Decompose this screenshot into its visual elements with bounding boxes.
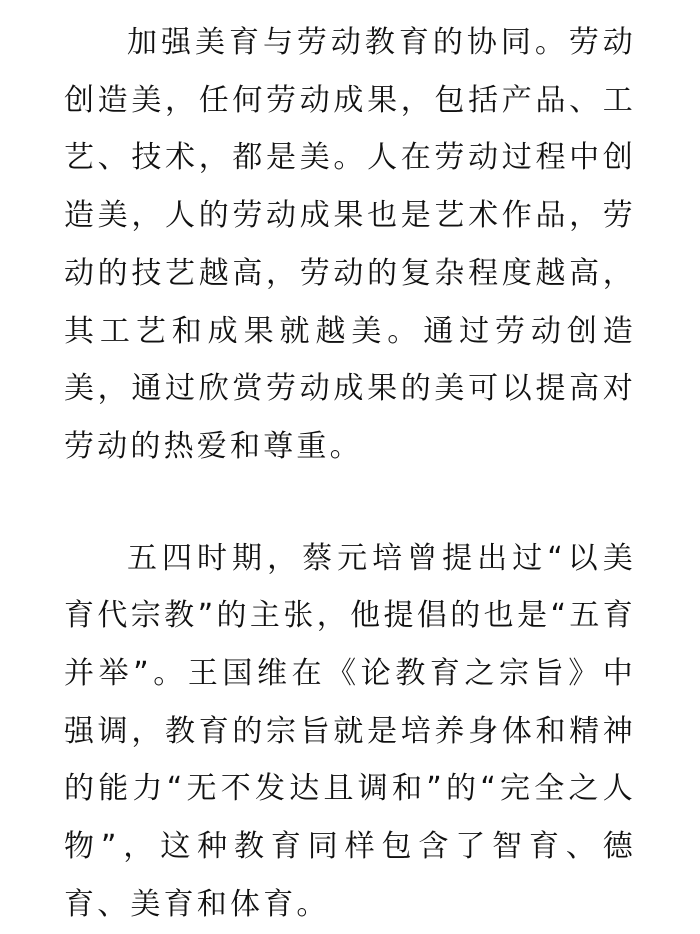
paragraph-labor-aesthetics: 加强美育与劳动教育的协同。劳动创造美，任何劳动成果，包括产品、工艺、技术，都是美。人在劳动过程中创造美，人的劳动成果也是艺术作品，劳动的技艺越高，劳动的复杂程度越高，其工艺和成果就越美。通过劳动创造美，通过欣赏劳动成果的美可以提高对劳动的热爱和尊重。 xyxy=(64,25,636,464)
article-body xyxy=(64,0,636,934)
paragraph-five-educations: 五四时期，蔡元培曾提出过“以美育代宗教”的主张，他提倡的也是“五育并举”。王国维在《论教育之宗旨》中强调，教育的宗旨就是培养身体和精神的能力“无不发达且调和”的“完全之人物”，这种教育同样包含了智育、德育、美育和体育。 xyxy=(64,540,636,922)
